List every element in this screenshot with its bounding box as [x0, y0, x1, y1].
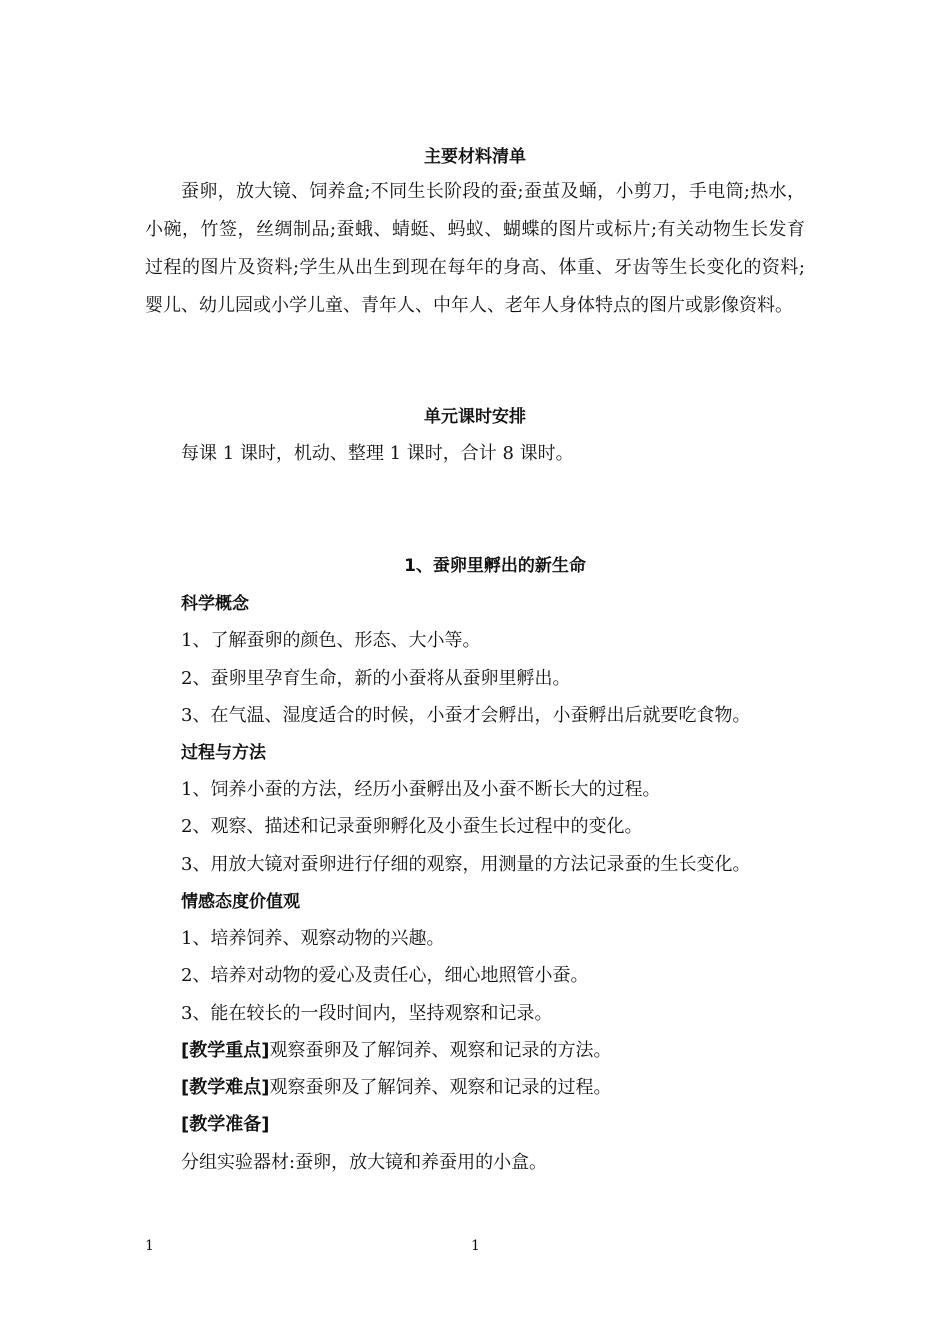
- process-item: 1、饲养小蚕的方法，经历小蚕孵出及小蚕不断长大的过程。: [181, 779, 661, 800]
- difficulty-label: [教学难点]: [181, 1077, 270, 1098]
- lesson-title: 1、蚕卵里孵出的新生命: [404, 556, 586, 576]
- difficulty-text: 观察蚕卵及了解饲养、观察和记录的过程。: [269, 1077, 612, 1098]
- footer-center-page-number: 1: [471, 1238, 480, 1254]
- attitude-item: 2、培养对动物的爱心及责任心，细心地照管小蚕。: [181, 965, 589, 986]
- process-item: 2、观察、描述和记录蚕卵孵化及小蚕生长过程中的变化。: [181, 816, 643, 837]
- footer-left-page-number: 1: [145, 1238, 154, 1254]
- concept-item: 3、在气温、湿度适合的时候，小蚕才会孵出，小蚕孵出后就要吃食物。: [181, 705, 751, 726]
- schedule-title: 单元课时安排: [424, 407, 526, 427]
- attitude-heading: 情感态度价值观: [181, 892, 300, 912]
- materials-title: 主要材料清单: [424, 147, 526, 167]
- concept-item: 1、了解蚕卵的颜色、形态、大小等。: [181, 630, 481, 651]
- concept-item: 2、蚕卵里孕育生命，新的小蚕将从蚕卵里孵出。: [181, 668, 571, 689]
- prep-text: 分组实验器材:蚕卵，放大镜和养蚕用的小盒。: [181, 1152, 548, 1173]
- concept-heading: 科学概念: [181, 594, 249, 614]
- process-item: 3、用放大镜对蚕卵进行仔细的观察，用测量的方法记录蚕的生长变化。: [181, 854, 751, 875]
- attitude-item: 1、培养饲养、观察动物的兴趣。: [181, 928, 445, 949]
- key-point-row: [181, 1039, 611, 1063]
- attitude-item: 3、能在较长的一段时间内，坚持观察和记录。: [181, 1003, 553, 1024]
- key-point-text: 观察蚕卵及了解饲养、观察和记录的方法。: [269, 1040, 612, 1061]
- prep-label: [教学准备]: [181, 1114, 270, 1135]
- process-heading: 过程与方法: [181, 743, 266, 763]
- materials-paragraph: 蚕卵，放大镜、饲养盒;不同生长阶段的蚕;蚕茧及蛹，小剪刀，手电筒;热水，小碗，竹签，丝绸制品;蚕蛾、蜻蜓、蚂蚁、蝴蝶的图片或标片;有关动物生长发育过程的图片及资料;学生从出生到现在每年的身高、体重、牙齿等生长变化的资料;婴儿、幼儿园或小学儿童、青年人、中年人、老年人身体特点的图片或影像资料。: [145, 181, 805, 316]
- difficulty-row: [181, 1076, 611, 1100]
- prep-label-row: [181, 1113, 269, 1137]
- key-point-label: [教学重点]: [181, 1040, 270, 1061]
- schedule-paragraph: 每课 1 课时，机动、整理 1 课时，合计 8 课时。: [181, 443, 574, 464]
